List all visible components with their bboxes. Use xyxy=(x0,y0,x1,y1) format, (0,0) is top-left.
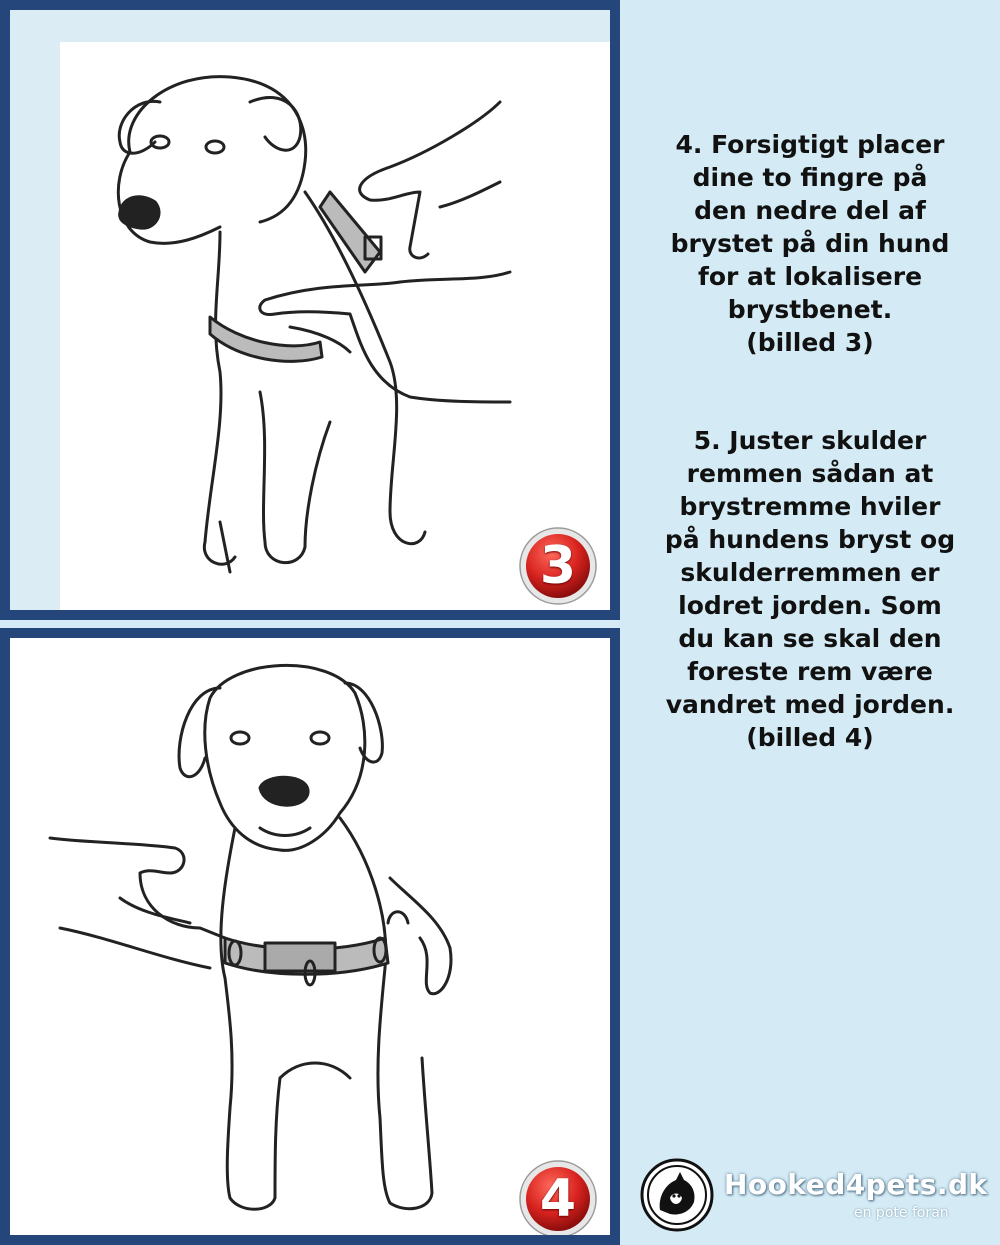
instruction-line: for at lokalisere xyxy=(697,262,923,291)
brand-name: Hooked4pets.dk xyxy=(724,1168,988,1201)
instruction-line: remmen sådan at xyxy=(686,459,934,488)
instruction-line: 5. Juster skulder xyxy=(693,426,927,455)
instruction-line: brystbenet. xyxy=(727,295,893,324)
instruction-line: brystremme hviler xyxy=(679,492,941,521)
instruction-line: foreste rem være xyxy=(687,657,933,686)
step-5-instructions xyxy=(630,424,990,754)
brand-tagline: en pote foran xyxy=(854,1205,949,1221)
illustration-panel-4 xyxy=(0,628,620,1245)
instruction-line: 4. Forsigtigt placer xyxy=(675,130,945,159)
instruction-line: skulderremmen er xyxy=(680,558,940,587)
badge-number: 3 xyxy=(539,536,577,596)
illustration-panel-3 xyxy=(0,0,620,620)
dog-front-view-illustration xyxy=(10,638,610,1235)
instruction-line: den nedre del af xyxy=(694,196,926,225)
image-reference: (billed 3) xyxy=(746,328,874,357)
instruction-line: på hundens bryst og xyxy=(664,525,956,554)
illustration-canvas xyxy=(60,42,610,610)
image-reference: (billed 4) xyxy=(746,723,874,752)
dog-side-view-illustration xyxy=(60,42,610,610)
illustration-canvas xyxy=(10,638,610,1235)
instruction-line: lodret jorden. Som xyxy=(678,591,942,620)
instruction-line: vandret med jorden. xyxy=(665,690,955,719)
instruction-line: dine to fingre på xyxy=(692,163,928,192)
step-4-badge xyxy=(518,1159,598,1239)
step-4-instructions xyxy=(630,128,990,359)
brand-logo xyxy=(640,1158,988,1238)
cat-dog-logo-icon xyxy=(640,1158,714,1232)
badge-number: 4 xyxy=(539,1169,577,1229)
step-3-badge xyxy=(518,526,598,606)
instruction-line: brystet på din hund xyxy=(670,229,950,258)
instruction-line: du kan se skal den xyxy=(678,624,942,653)
